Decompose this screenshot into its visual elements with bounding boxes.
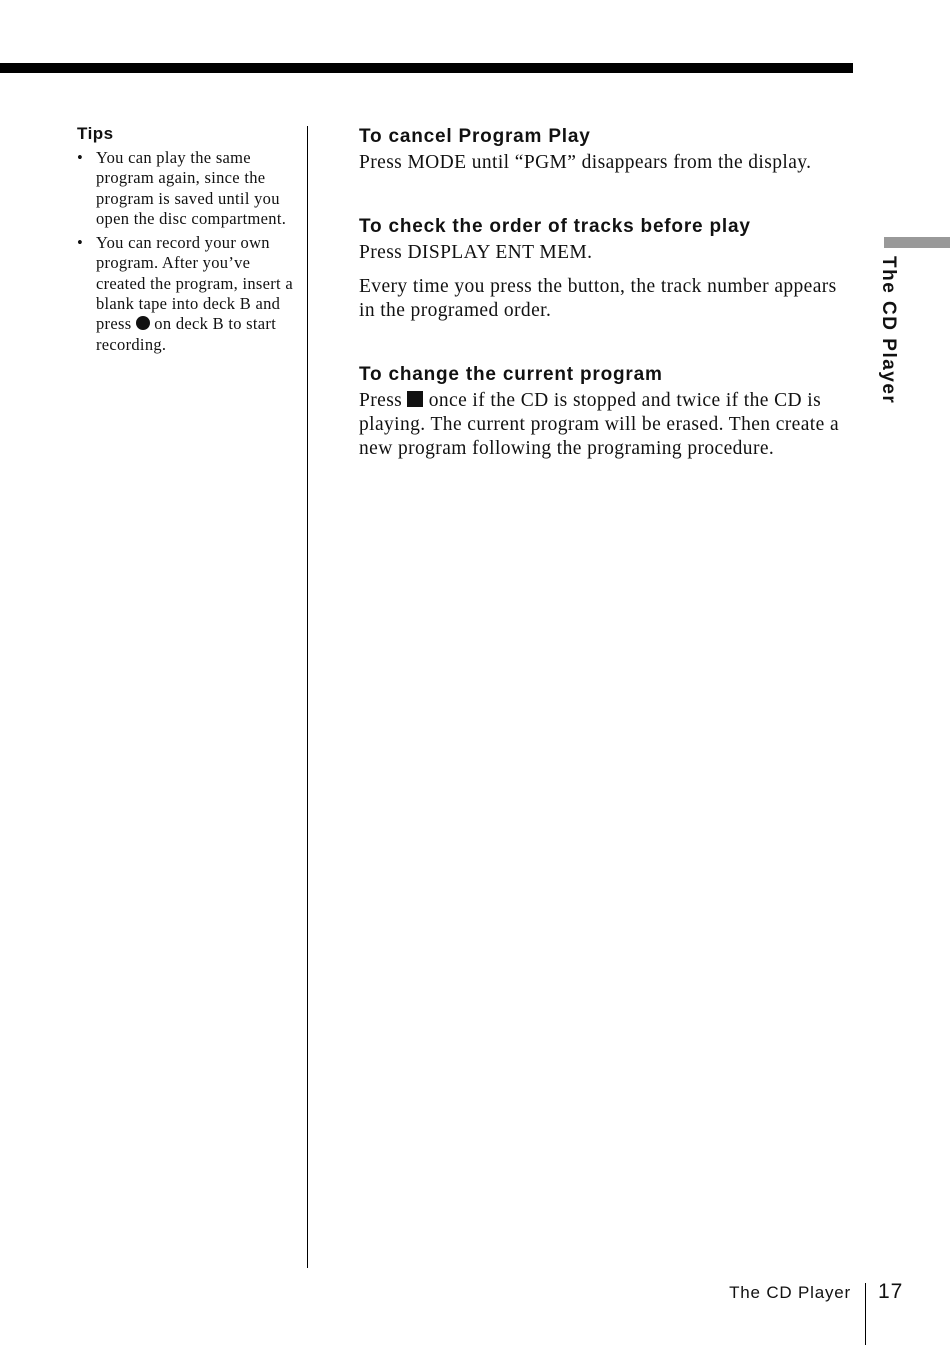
- bullet: •: [77, 233, 84, 253]
- footer-section-title: The CD Player: [729, 1283, 851, 1302]
- section-check-track-order: [359, 215, 849, 323]
- page-number: 17: [878, 1280, 904, 1303]
- section-paragraph: Press MODE until “PGM” disappears from the display.: [359, 152, 812, 173]
- tips-box: [77, 124, 303, 359]
- tips-title: Tips: [77, 124, 114, 143]
- section-change-current-program: [359, 363, 849, 461]
- section-heading: To cancel Program Play: [359, 126, 591, 147]
- top-rule: [0, 63, 853, 73]
- main-content: [359, 125, 849, 501]
- tip-item: [77, 233, 303, 355]
- section-paragraph: [359, 389, 849, 461]
- stop-square-icon: [407, 391, 423, 407]
- side-tab-marker: [884, 237, 950, 248]
- section-heading: To change the current program: [359, 364, 663, 385]
- section-heading: To check the order of tracks before play: [359, 216, 751, 237]
- tip-text-after: on deck B to start recording.: [96, 314, 277, 354]
- bullet: •: [77, 148, 84, 167]
- record-dot-icon: [136, 316, 150, 330]
- tips-list: [77, 148, 303, 355]
- section-cancel-program-play: [359, 125, 849, 175]
- paragraph-text-before: Press: [359, 390, 403, 411]
- tip-text: You can play the same program again, since the program is saved until you open the disc compartment.: [96, 148, 287, 228]
- section-paragraph: Every time you press the button, the track number appears in the programed order.: [359, 276, 837, 321]
- tip-item: [77, 148, 303, 229]
- footer-divider: [865, 1283, 866, 1345]
- tip-text-before: You can record your own program. After you’ve created the program, insert a blank tape into deck B and press: [96, 233, 293, 334]
- section-paragraph: Press DISPLAY ENT MEM.: [359, 242, 593, 263]
- paragraph-text-after: once if the CD is stopped and twice if the CD is playing. The current program will be erased. Then create a new program following the programing procedure.: [359, 390, 839, 459]
- column-divider: [307, 126, 308, 1268]
- side-tab-label: The CD Player: [878, 256, 899, 405]
